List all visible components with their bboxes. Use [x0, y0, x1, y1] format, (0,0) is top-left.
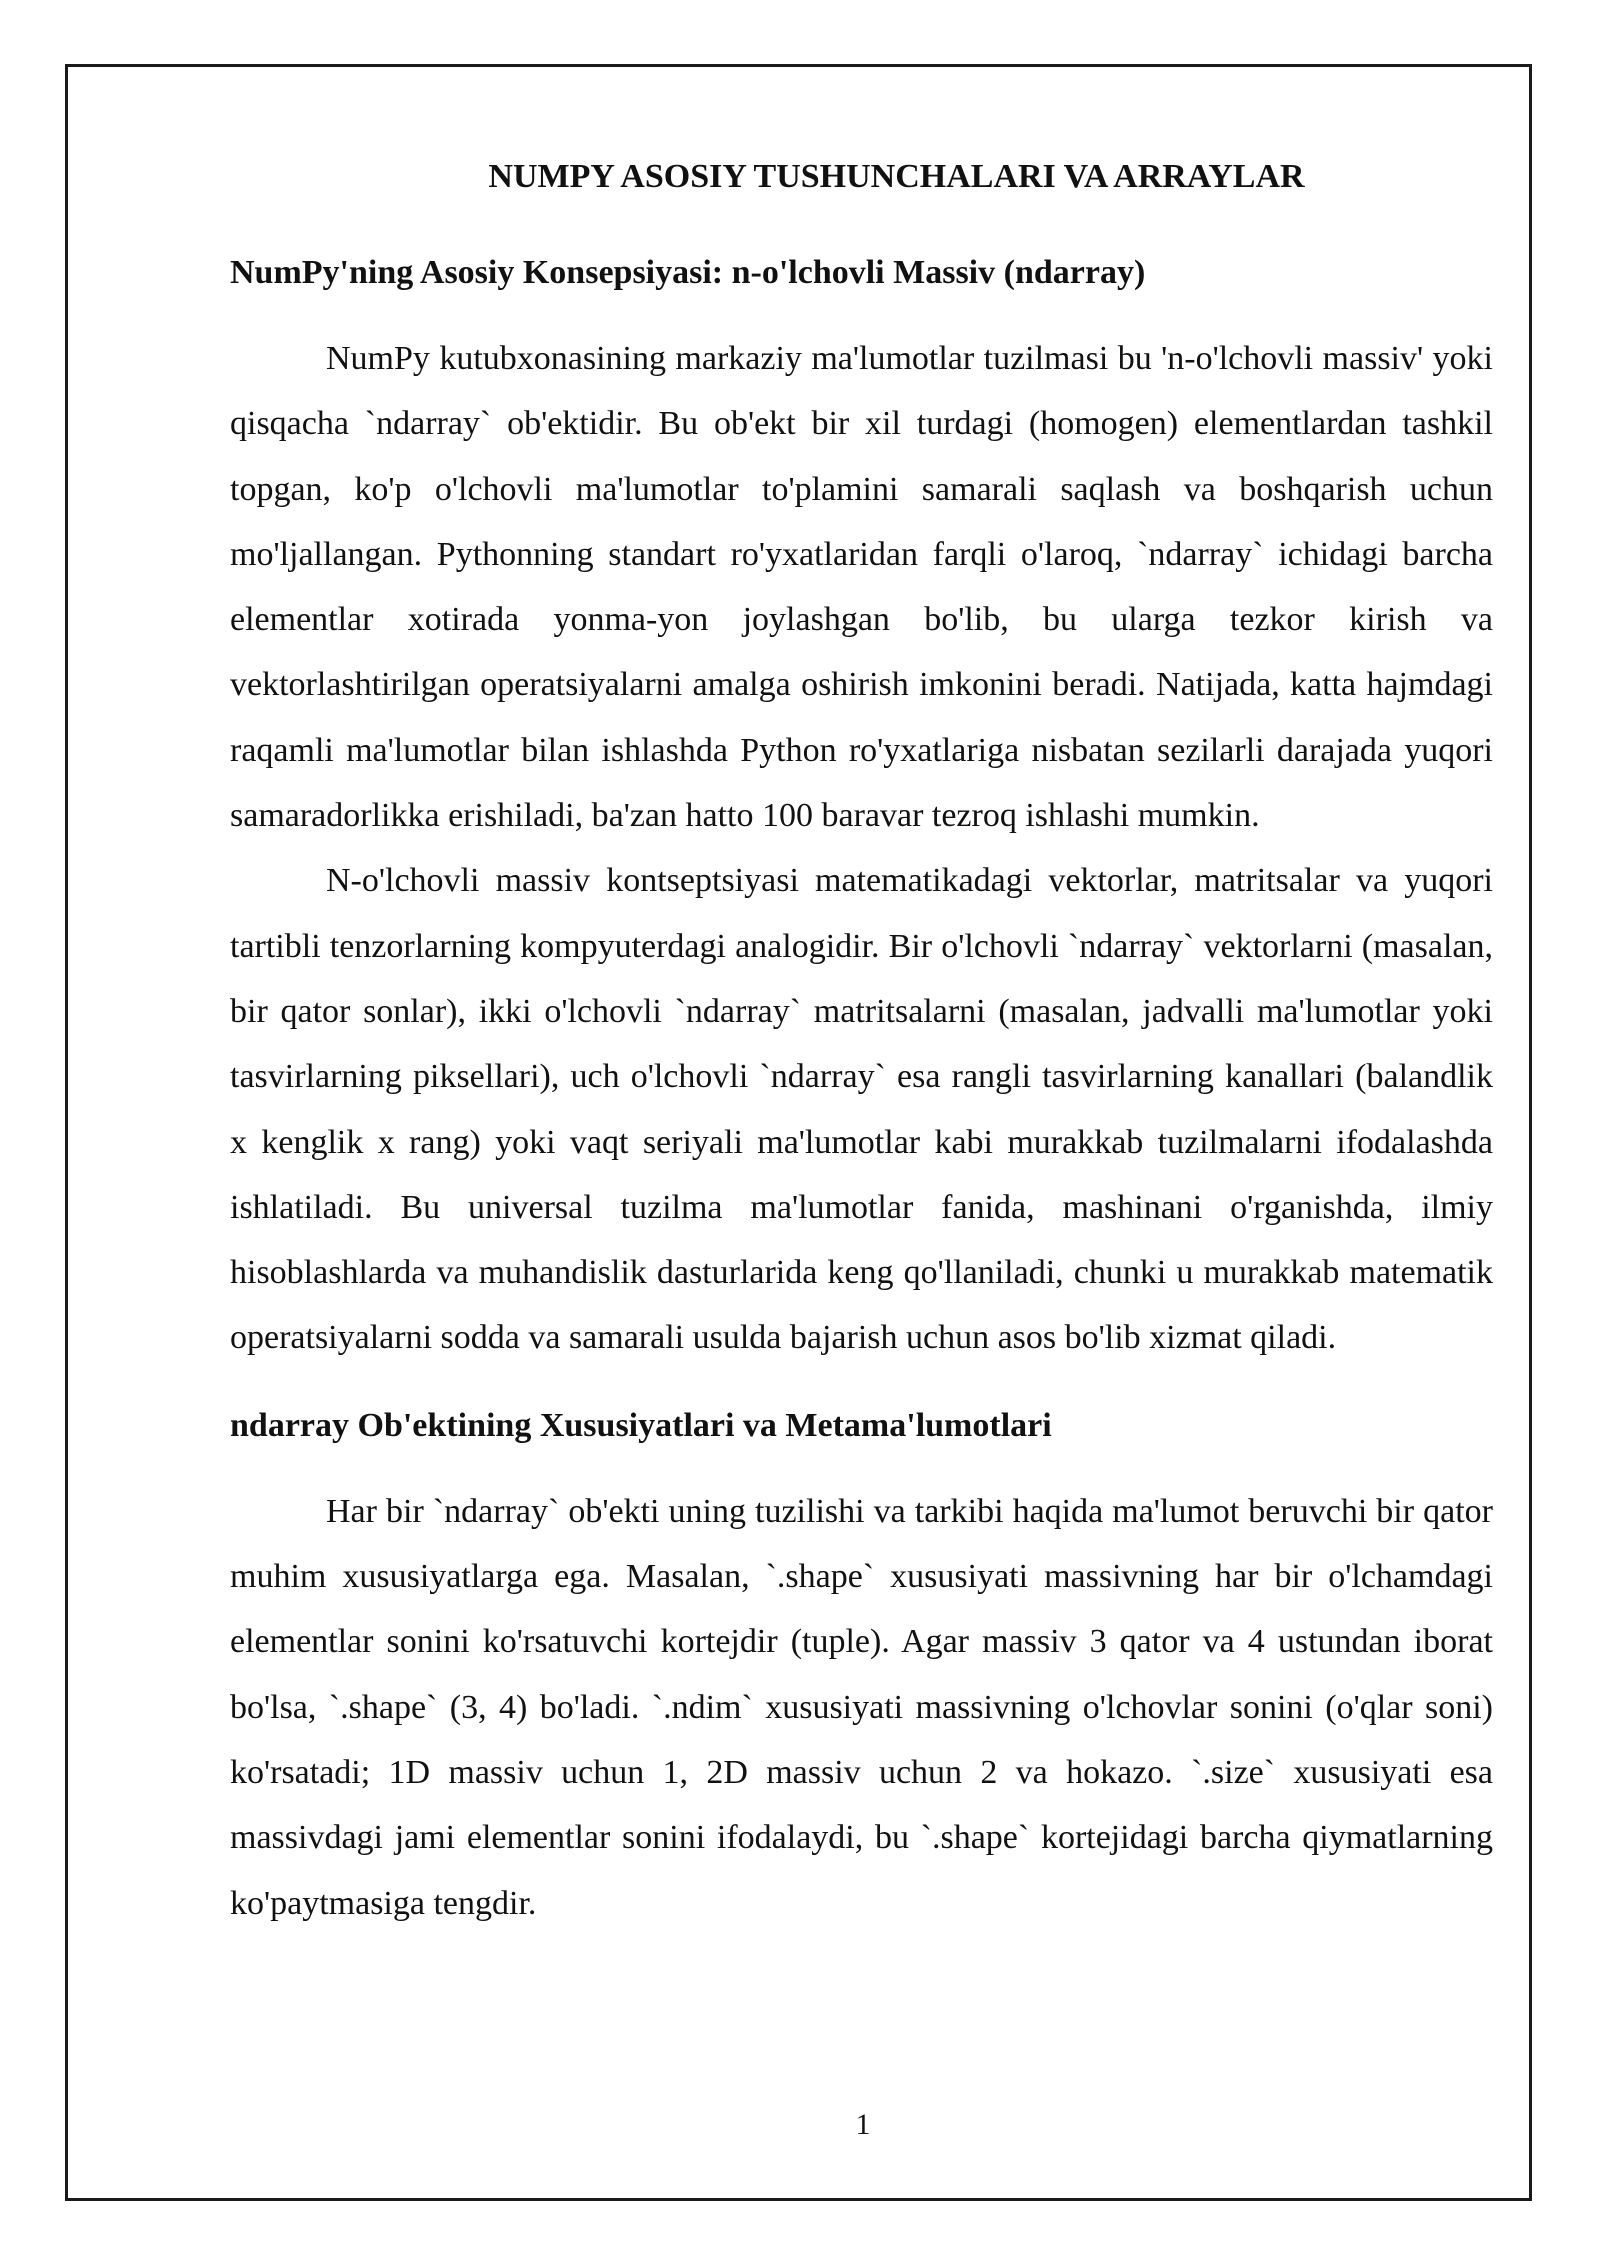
paragraph: N-o'lchovli massiv kontseptsiyasi matematikadagi vektorlar, matritsalar va yuqori tartibli tenzorlarning kompyuterdagi analogidir. Bir o'lchovli `ndarray` vektorlarni (masalan, bir qator sonlar), ikki o'lchovli `ndarray` matritsalarni (masalan, jadvalli ma'lumotlar yoki tasvirlarning piksellari), uch o'lchovli `ndarray` esa rangli tasvirlarning kanallari (balandlik x kenglik x rang) yoki vaqt seriyali ma'lumotlar kabi murakkab tuzilmalarni ifodalashda ishlatiladi. Bu universal tuzilma ma'lumotlar fanida, mashinani o'rganishda, ilmiy hisoblashlarda va muhandislik dasturlarida keng qo'llaniladi, chunki u murakkab matematik operatsiyalarni sodda va samarali usulda bajarish uchun asos bo'lib xizmat qiladi.	[230, 862, 1493, 1357]
section-heading-ndarray-concept: NumPy'ning Asosiy Konsepsiyasi: n-o'lchovli Massiv (ndarray)	[230, 254, 1146, 291]
section-heading-ndarray-attributes: ndarray Ob'ektining Xususiyatlari va Metama'lumotlari	[230, 1406, 1052, 1444]
page-number: 1	[855, 2108, 871, 2141]
document-body	[230, 150, 1493, 1936]
paragraph: NumPy kutubxonasining markaziy ma'lumotlar tuzilmasi bu 'n-o'lchovli massiv' yoki qisqacha `ndarray` ob'ektidir. Bu ob'ekt bir xil turdagi (homogen) elementlardan tashkil topgan, ko'p o'lchovli ma'lumotlar to'plamini samarali saqlash va boshqarish uchun mo'ljallangan. Pythonning standart ro'yxatlaridan farqli o'laroq, `ndarray` ichidagi barcha elementlar xotirada yonma-yon joylashgan bo'lib, bu ularga tezkor kirish va vektorlashtirilgan operatsiyalarni amalga oshirish imkonini beradi. Natijada, katta hajmdagi raqamli ma'lumotlar bilan ishlashda Python ro'yxatlariga nisbatan sezilarli darajada yuqori samaradorlikka erishiladi, ba'zan hatto 100 baravar tezroq ishlashi mumkin.	[230, 340, 1493, 835]
paragraph: Har bir `ndarray` ob'ekti uning tuzilishi va tarkibi haqida ma'lumot beruvchi bir qator muhim xususiyatlarga ega. Masalan, `.shape` xususiyati massivning har bir o'lchamdagi elementlar sonini ko'rsatuvchi kortejdir (tuple). Agar massiv 3 qator va 4 ustundan iborat bo'lsa, `.shape` (3, 4) bo'ladi. `.ndim` xususiyati massivning o'lchovlar sonini (o'qlar soni) ko'rsatadi; 1D massiv uchun 1, 2D massiv uchun 2 va hokazo. `.size` xususiyati esa massivdagi jami elementlar sonini ifodalaydi, bu `.shape` kortejidagi barcha qiymatlarning ko'paytmasiga tengdir.	[230, 1492, 1493, 1922]
document-title: NUMPY ASOSIY TUSHUNCHALARI VA ARRAYLAR	[488, 158, 1305, 195]
